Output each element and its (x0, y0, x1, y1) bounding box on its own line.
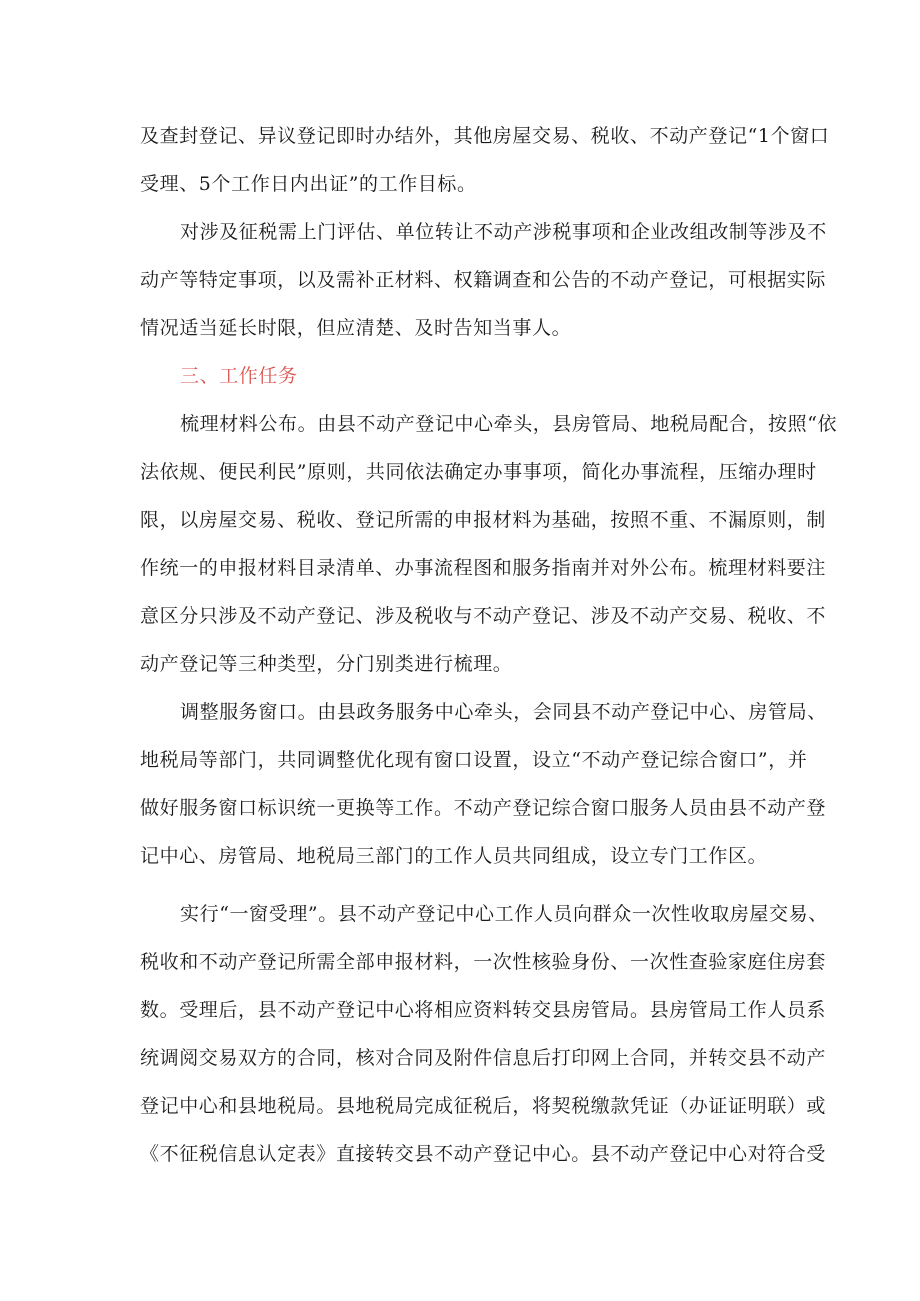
paragraph-5-line-1: 实行“一窗受理”。县不动产登记中心工作人员向群众一次性收取房屋交易、 (180, 903, 828, 925)
paragraph-3-line-2: 法依规、便民利民”原则，共同依法确定办事事项，简化办事流程，压缩办理时 (140, 461, 817, 483)
paragraph-4-line-4: 记中心、房管局、地税局三部门的工作人员共同组成，设立专门工作区。 (140, 845, 768, 867)
paragraph-3-line-5: 意区分只涉及不动产登记、涉及税收与不动产登记、涉及不动产交易、税收、不 (140, 605, 827, 627)
paragraph-2-line-1: 对涉及征税需上门评估、单位转让不动产涉税事项和企业改组改制等涉及不 (180, 221, 827, 243)
paragraph-1-line-2: 受理、5个工作日内出证”的工作目标。 (140, 173, 477, 195)
paragraph-5-line-6: 《不征税信息认定表》直接转交县不动产登记中心。县不动产登记中心对符合受 (140, 1143, 827, 1165)
paragraph-5-line-2: 税收和不动产登记所需全部申报材料，一次性核验身份、一次性查验家庭住房套 (140, 951, 827, 973)
paragraph-2-line-2: 动产等特定事项，以及需补正材料、权籍调查和公告的不动产登记，可根据实际 (140, 269, 827, 291)
paragraph-3-line-3: 限，以房屋交易、税收、登记所需的申报材料为基础，按照不重、不漏原则，制 (140, 509, 827, 531)
paragraph-5-line-3: 数。受理后，县不动产登记中心将相应资料转交县房管局。县房管局工作人员系 (140, 999, 827, 1021)
paragraph-4-line-2: 地税局等部门，共同调整优化现有窗口设置，设立“不动产登记综合窗口”，并 (140, 749, 808, 771)
paragraph-2-line-3: 情况适当延长时限，但应清楚、及时告知当事人。 (140, 317, 572, 339)
paragraph-3-line-1: 梳理材料公布。由县不动产登记中心牵头，县房管局、地税局配合，按照“依 (180, 413, 838, 435)
paragraph-5-line-4: 统调阅交易双方的合同，核对合同及附件信息后打印网上合同，并转交县不动产 (140, 1047, 827, 1069)
paragraph-4-line-3: 做好服务窗口标识统一更换等工作。不动产登记综合窗口服务人员由县不动产登 (140, 797, 827, 819)
paragraph-4-line-1: 调整服务窗口。由县政务服务中心牵头，会同县不动产登记中心、房管局、 (180, 701, 827, 723)
section-heading: 三、工作任务 (180, 365, 298, 387)
paragraph-3-line-4: 作统一的申报材料目录清单、办事流程图和服务指南并对外公布。梳理材料要注 (140, 557, 827, 579)
paragraph-1-line-1: 及查封登记、异议登记即时办结外，其他房屋交易、税收、不动产登记“1个窗口 (140, 125, 830, 147)
paragraph-3-line-6: 动产登记等三种类型，分门别类进行梳理。 (140, 653, 513, 675)
paragraph-5-line-5: 登记中心和县地税局。县地税局完成征税后，将契税缴款凭证（办证证明联）或 (140, 1095, 827, 1117)
